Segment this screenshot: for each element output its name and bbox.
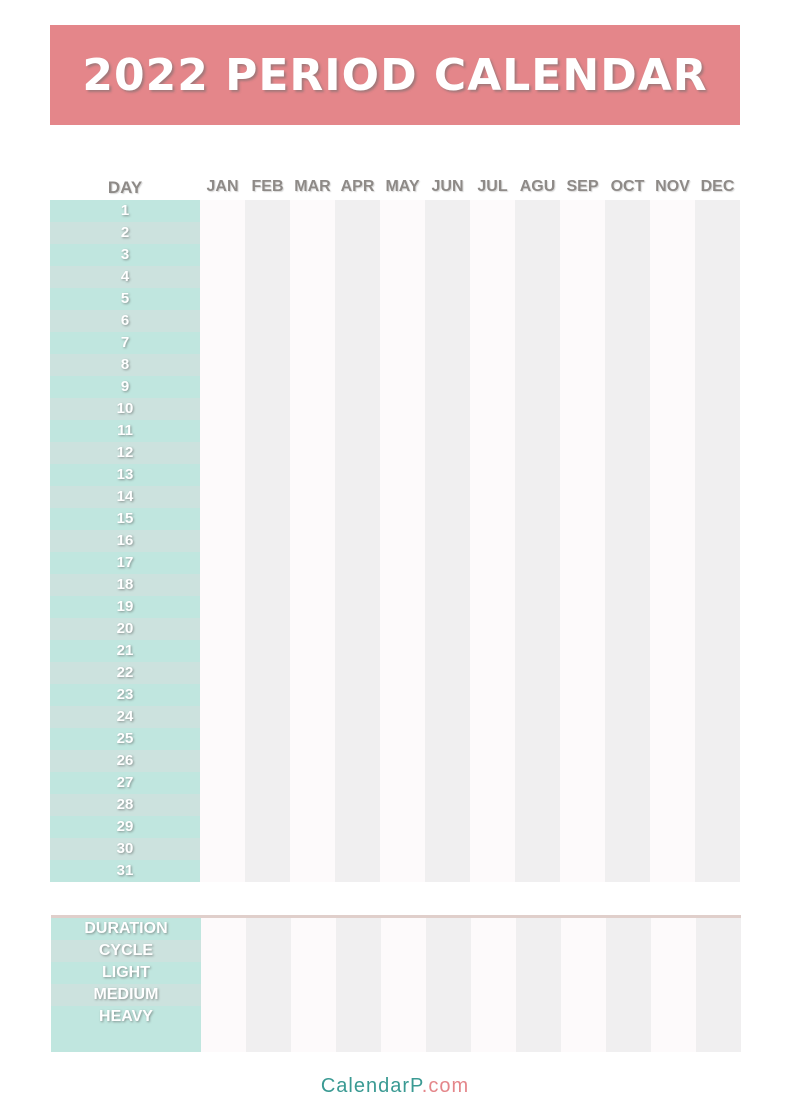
summary-column-sep[interactable] [561,918,606,1052]
summary-label-cycle: CYCLE [51,940,201,962]
summary-label-light: LIGHT [51,962,201,984]
day-row: 7 [50,332,200,354]
month-header-may: MAY [385,178,420,195]
footer-brand [0,1075,790,1098]
month-header-row [200,178,740,198]
day-row: 8 [50,354,200,376]
month-header-apr: APR [340,178,375,195]
month-header-jul: JUL [477,178,508,195]
day-row: 24 [50,706,200,728]
summary-column-apr[interactable] [336,918,381,1052]
month-column-nov[interactable] [650,200,695,882]
month-column-jul[interactable] [470,200,515,882]
footer-brand-name: CalendarP [320,1075,422,1097]
month-header-feb: FEB [251,178,284,195]
day-row: 28 [50,794,200,816]
summary-column-mar[interactable] [291,918,336,1052]
day-row: 17 [50,552,200,574]
summary-label-medium: MEDIUM [51,984,201,1006]
day-row: 4 [50,266,200,288]
day-row: 19 [50,596,200,618]
month-column-agu[interactable] [515,200,560,882]
summary-column-nov[interactable] [651,918,696,1052]
day-row: 12 [50,442,200,464]
summary-column-may[interactable] [381,918,426,1052]
month-column-dec[interactable] [695,200,740,882]
title-banner [50,25,740,125]
day-row: 1 [50,200,200,222]
day-row: 23 [50,684,200,706]
month-column-jan[interactable] [200,200,245,882]
day-row: 26 [50,750,200,772]
summary-column-feb[interactable] [246,918,291,1052]
day-row: 14 [50,486,200,508]
day-row: 22 [50,662,200,684]
day-row: 18 [50,574,200,596]
day-row: 29 [50,816,200,838]
month-header-oct: OCT [610,178,645,195]
summary-column-dec[interactable] [696,918,741,1052]
month-header-jan: JAN [206,178,239,195]
month-header-sep: SEP [566,178,599,195]
summary-column-jul[interactable] [471,918,516,1052]
day-row: 16 [50,530,200,552]
day-number-column [50,200,200,882]
summary-column-jun[interactable] [426,918,471,1052]
day-row: 30 [50,838,200,860]
summary-column-agu[interactable] [516,918,561,1052]
month-column-apr[interactable] [335,200,380,882]
day-row: 6 [50,310,200,332]
month-header-agu: AGU [519,178,556,195]
page-title: 2022 PERIOD CALENDAR [82,49,708,101]
day-row: 27 [50,772,200,794]
month-header-jun: JUN [431,178,464,195]
summary-label-heavy: HEAVY [51,1006,201,1028]
day-row: 31 [50,860,200,882]
calendar-grid [200,200,740,882]
day-row: 11 [50,420,200,442]
summary-grid [201,918,741,1052]
month-header-nov: NOV [655,178,690,195]
day-column-header: DAY [107,178,143,197]
day-row: 5 [50,288,200,310]
day-row: 3 [50,244,200,266]
summary-column-oct[interactable] [606,918,651,1052]
summary-label-duration: DURATION [51,918,201,940]
summary-column-jan[interactable] [201,918,246,1052]
month-column-oct[interactable] [605,200,650,882]
month-column-jun[interactable] [425,200,470,882]
day-row: 2 [50,222,200,244]
day-row: 25 [50,728,200,750]
summary-spacer [51,1028,201,1052]
day-row: 21 [50,640,200,662]
month-header-mar: MAR [294,178,331,195]
month-column-may[interactable] [380,200,425,882]
day-row: 9 [50,376,200,398]
day-row: 10 [50,398,200,420]
day-row: 15 [50,508,200,530]
month-column-feb[interactable] [245,200,290,882]
day-row: 20 [50,618,200,640]
month-column-sep[interactable] [560,200,605,882]
footer-brand-suffix: .com [421,1075,470,1097]
month-column-mar[interactable] [290,200,335,882]
month-header-dec: DEC [700,178,735,195]
summary-label-column [51,918,201,1052]
day-row: 13 [50,464,200,486]
